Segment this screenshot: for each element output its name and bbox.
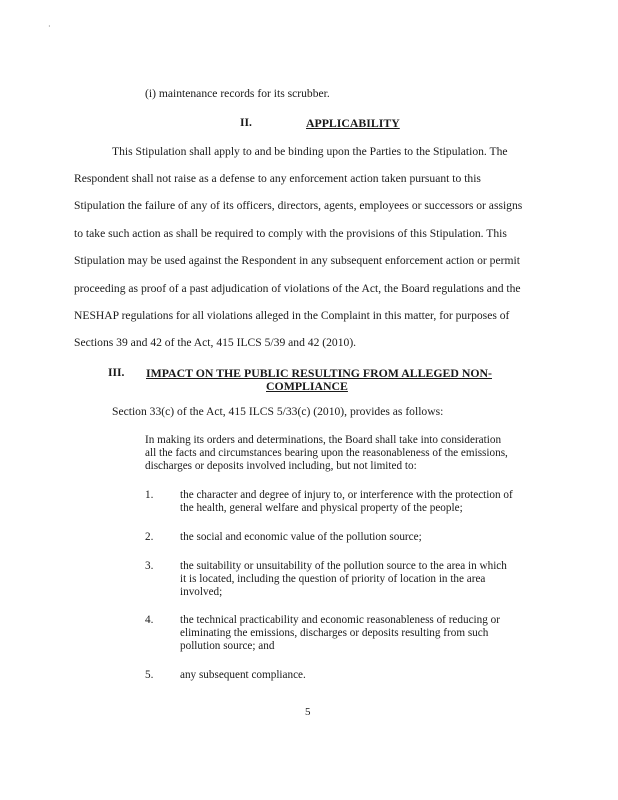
section-2-line-3: Stipulation the failure of any of its officers, directors, agents, employees or successors or assigns xyxy=(74,199,523,212)
section-2-line-1: This Stipulation shall apply to and be binding upon the Parties to the Stipulation. The xyxy=(112,145,508,158)
section-2-line-4: to take such action as shall be required to comply with the provisions of this Stipulation. This xyxy=(74,227,507,240)
section-3-intro: Section 33(c) of the Act, 415 ILCS 5/33(c) (2010), provides as follows: xyxy=(112,405,444,418)
quote-line-1: In making its orders and determinations, the Board shall take into consideration xyxy=(145,434,502,446)
section-2-line-2: Respondent shall not raise as a defense to any enforcement action taken pursuant to this xyxy=(74,172,481,185)
section-2-line-5: Stipulation may be used against the Respondent in any subsequent enforcement action or permit xyxy=(74,254,520,267)
top-list-item: (i) maintenance records for its scrubber. xyxy=(145,87,330,100)
item-4-number: 4. xyxy=(145,614,154,626)
item-2-line-1: the social and economic value of the pollution source; xyxy=(180,531,422,543)
item-5-number: 5. xyxy=(145,669,154,681)
item-3-number: 3. xyxy=(145,560,154,572)
page-number: 5 xyxy=(305,706,311,718)
item-1-line-2: the health, general welfare and physical property of the people; xyxy=(180,502,463,514)
item-5-line-1: any subsequent compliance. xyxy=(180,669,306,681)
item-4-line-3: pollution source; and xyxy=(180,640,275,652)
item-3-line-1: the suitability or unsuitability of the pollution source to the area in which xyxy=(180,560,507,572)
item-2-number: 2. xyxy=(145,531,154,543)
section-2-line-6: proceeding as proof of a past adjudication of violations of the Act, the Board regulations and the xyxy=(74,282,521,295)
section-2-title: APPLICABILITY xyxy=(306,116,400,130)
corner-mark: · xyxy=(48,22,51,31)
item-1-line-1: the character and degree of injury to, or interference with the protection of xyxy=(180,489,513,501)
section-3-title-line-1: IMPACT ON THE PUBLIC RESULTING FROM ALLEGED NON- xyxy=(146,366,492,380)
quote-line-3: discharges or deposits involved including, but not limited to: xyxy=(145,460,417,472)
section-2-line-7: NESHAP regulations for all violations alleged in the Complaint in this matter, for purposes of xyxy=(74,309,510,322)
section-3-title-line-2: COMPLIANCE xyxy=(266,379,348,393)
section-2-line-8: Sections 39 and 42 of the Act, 415 ILCS 5/39 and 42 (2010). xyxy=(74,336,357,349)
item-4-line-1: the technical practicability and economic reasonableness of reducing or xyxy=(180,614,500,626)
item-4-line-2: eliminating the emissions, discharges or deposits resulting from such xyxy=(180,627,489,639)
section-2-numeral: II. xyxy=(240,116,252,129)
item-1-number: 1. xyxy=(145,489,154,501)
item-3-line-3: involved; xyxy=(180,586,223,598)
section-3-numeral: III. xyxy=(108,366,125,379)
quote-line-2: all the facts and circumstances bearing upon the reasonableness of the emissions, xyxy=(145,447,508,459)
item-3-line-2: it is located, including the question of priority of location in the area xyxy=(180,573,486,585)
